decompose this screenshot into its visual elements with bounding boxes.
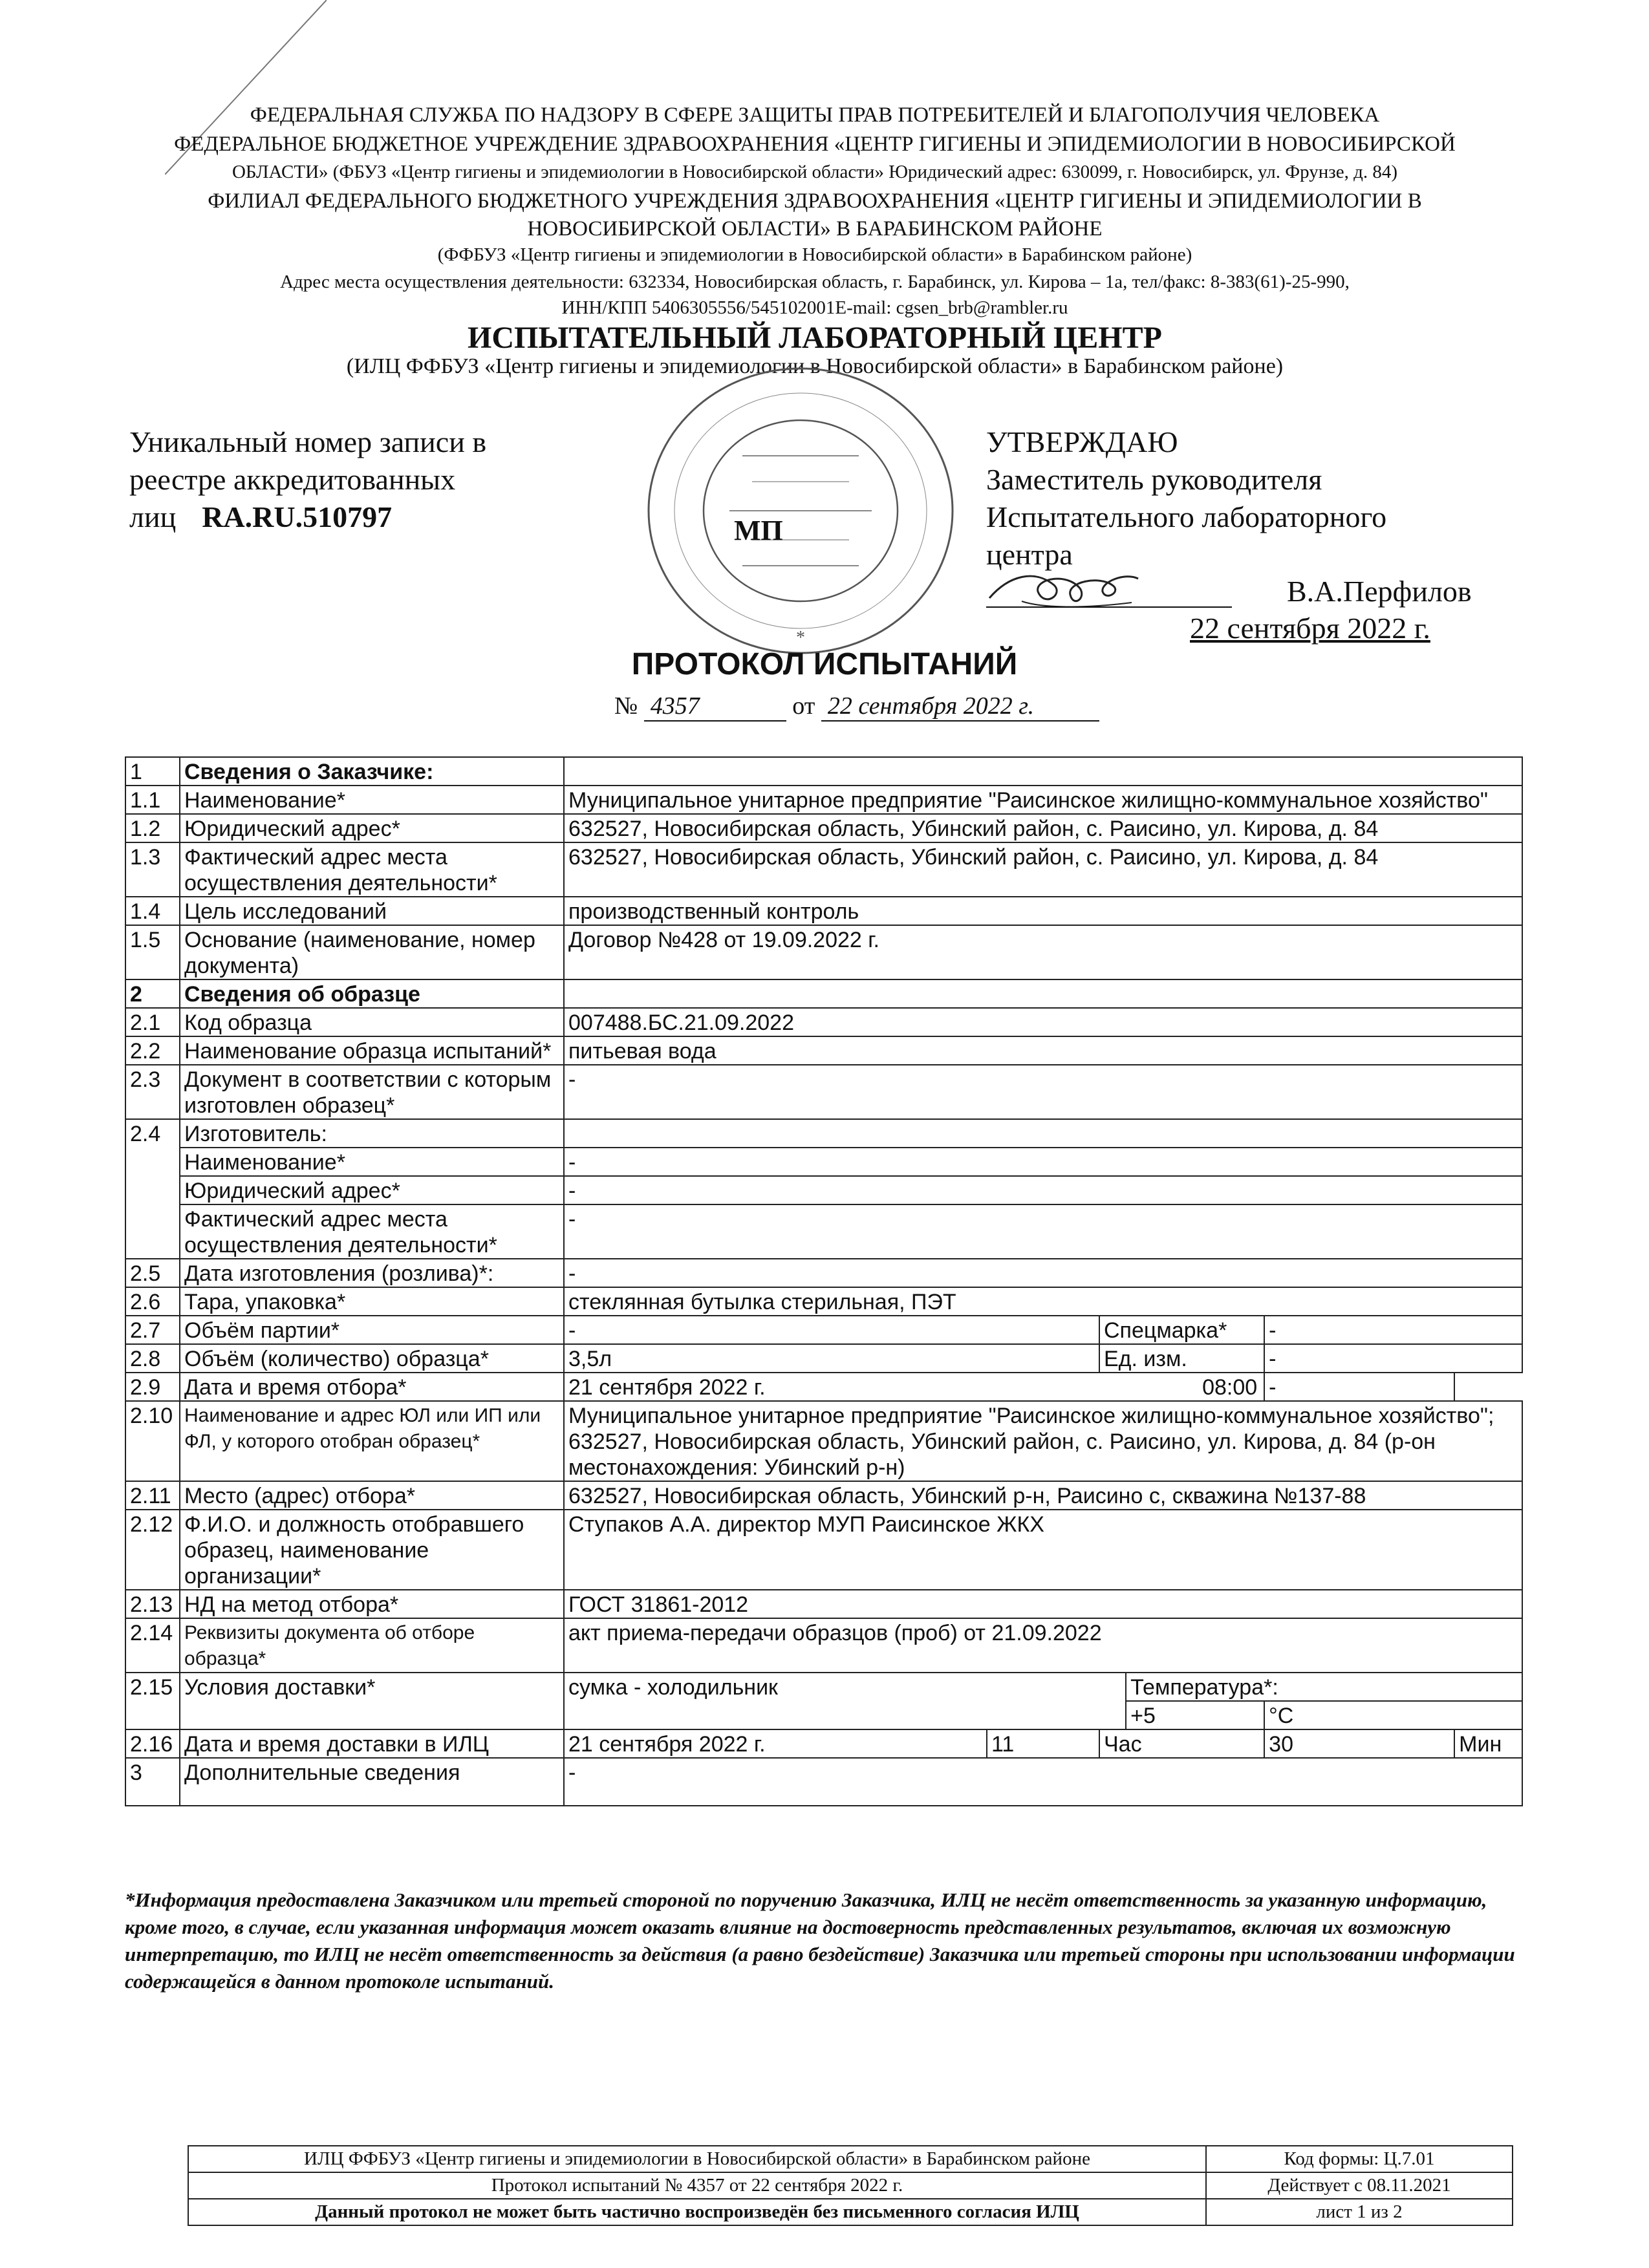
signature-line — [986, 606, 1232, 608]
handwritten-signature — [983, 562, 1145, 621]
table-row: 2.10 Наименование и адрес ЮЛ или ИП или ФЛ, у которого отобран образец* Муниципальное унитарное предприятие "Раисинское жилищно-коммунальное хозяйство"; 632527, Новосибирская область, Убинский район, с. Раисино, ул. Кирова, д. 84 (р-он местонахождения: Убинский р-н) — [125, 1401, 1522, 1481]
approval-date: 22 сентября 2022 г. — [1190, 612, 1430, 645]
header-inn-email: ИНН/КПП 5406305556/545102001E-mail: cgsen_brb@rambler.ru — [561, 297, 1068, 318]
table-row: Наименование* - — [125, 1148, 1522, 1176]
table-row: 1.1 Наименование* Муниципальное унитарное предприятие "Раисинское жилищно-коммунальное хозяйство" — [125, 786, 1522, 814]
registry-line-1: Уникальный номер записи в — [129, 425, 487, 458]
table-row: 1.2 Юридический адрес* 632527, Новосибирская область, Убинский район, с. Раисино, ул. Кирова, д. 84 — [125, 814, 1522, 842]
lab-center-subtitle: (ИЛЦ ФФБУЗ «Центр гигиены и эпидемиологии в Новосибирской области» в Барабинском районе) — [346, 354, 1284, 378]
table-row: 2.8 Объём (количество) образца* 3,5л Ед. изм. - — [125, 1344, 1522, 1373]
header-agency: ФЕДЕРАЛЬНАЯ СЛУЖБА ПО НАДЗОРУ В СФЕРЕ ЗАЩИТЫ ПРАВ ПОТРЕБИТЕЛЕЙ И БЛАГОПОЛУЧИЯ ЧЕЛОВЕКА — [250, 103, 1380, 127]
table-row: Юридический адрес* - — [125, 1176, 1522, 1204]
approval-line-1: Заместитель руководителя — [986, 463, 1322, 496]
table-row: 2.14 Реквизиты документа об отборе образца* акт приема-передачи образцов (проб) от 21.09.2022 — [125, 1618, 1522, 1673]
table-row: Фактический адрес места осуществления деятельности* - — [125, 1204, 1522, 1259]
protocol-table — [125, 756, 1523, 1806]
protocol-date: 22 сентября 2022 г. — [821, 692, 1099, 722]
table-row: 2.9 Дата и время отбора* 21 сентября 2022 г. 08:00 - — [125, 1373, 1522, 1401]
header-branch: ФИЛИАЛ ФЕДЕРАЛЬНОГО БЮДЖЕТНОГО УЧРЕЖДЕНИЯ ЗДРАВООХРАНЕНИЯ «ЦЕНТР ГИГИЕНЫ И ЭПИДЕМИОЛОГИИ В — [208, 189, 1422, 213]
table-row: 2.5 Дата изготовления (розлива)*: - — [125, 1259, 1522, 1287]
protocol-number: 4357 — [644, 692, 786, 722]
protocol-from-label: от — [792, 692, 815, 720]
footer-protocol-ref: Протокол испытаний № 4357 от 22 сентября 2022 г. — [188, 2172, 1206, 2199]
header-institution: ФЕДЕРАЛЬНОЕ БЮДЖЕТНОЕ УЧРЕЖДЕНИЕ ЗДРАВООХРАНЕНИЯ «ЦЕНТР ГИГИЕНЫ И ЭПИДЕМИОЛОГИИ В НОВОСИБИРСКОЙ — [174, 133, 1456, 156]
table-row: 2.13 НД на метод отбора* ГОСТ 31861-2012 — [125, 1590, 1522, 1618]
sampling-time: 08:00 — [1202, 1375, 1258, 1400]
footer-form-code: Код формы: Ц.7.01 — [1206, 2146, 1513, 2172]
table-row: 2.7 Объём партии* - Спецмарка* - — [125, 1316, 1522, 1344]
table-row: 2.4 Изготовитель: — [125, 1119, 1522, 1148]
page-footer — [188, 2145, 1513, 2226]
header-branch-2: НОВОСИБИРСКОЙ ОБЛАСТИ» В БАРАБИНСКОМ РАЙОНЕ — [527, 217, 1103, 241]
table-row: 2.3 Документ в соответствии с которым изготовлен образец* - — [125, 1065, 1522, 1119]
footer-sheet: лист 1 из 2 — [1206, 2199, 1513, 2225]
table-row: 2.2 Наименование образца испытаний* питьевая вода — [125, 1036, 1522, 1065]
table-row: +5 °C — [125, 1701, 1522, 1729]
table-row: 2.1 Код образца 007488.БС.21.09.2022 — [125, 1008, 1522, 1036]
protocol-title: ПРОТОКОЛ ИСПЫТАНИЙ — [631, 647, 1018, 681]
svg-text:*: * — [796, 628, 805, 648]
header-branch-short: (ФФБУЗ «Центр гигиены и эпидемиологии в Новосибирской области» в Барабинском районе) — [437, 244, 1192, 265]
protocol-number-line — [614, 692, 1099, 722]
table-row: 2.16 Дата и время доставки в ИЛЦ 21 сентября 2022 г. 11 Час 30 Мин — [125, 1729, 1522, 1758]
table-row: 2 Сведения об образце — [125, 979, 1522, 1008]
table-row: 2.6 Тара, упаковка* стеклянная бутылка стерильная, ПЭТ — [125, 1287, 1522, 1316]
header-institution-short: ОБЛАСТИ» (ФБУЗ «Центр гигиены и эпидемиологии в Новосибирской области» Юридический адрес: 630099, г. Новосибирск, ул. Фрунзе, д. 84) — [232, 162, 1398, 182]
approver-name: В.А.Перфилов — [1287, 575, 1472, 608]
footer-org: ИЛЦ ФФБУЗ «Центр гигиены и эпидемиологии в Новосибирской области» в Барабинском районе — [188, 2146, 1206, 2172]
table-row: 2.12 Ф.И.О. и должность отобравшего образец, наименование организации* Ступаков А.А. директор МУП Раисинское ЖКХ — [125, 1510, 1522, 1590]
approval-line-3: центра — [986, 538, 1073, 571]
table-row: 3 Дополнительные сведения - — [125, 1758, 1522, 1806]
registry-block — [129, 423, 486, 536]
table-row: 1.4 Цель исследований производственный контроль — [125, 897, 1522, 925]
table-row: 1.5 Основание (наименование, номер документа) Договор №428 от 19.09.2022 г. — [125, 925, 1522, 979]
table-row: 2.15 Условия доставки* сумка - холодильник Температура*: — [125, 1673, 1522, 1701]
registry-line-3: лиц — [129, 500, 177, 533]
header-address: Адрес места осуществления деятельности: 632334, Новосибирская область, г. Барабинск, ул. Кирова – 1а, тел/факс: 8-383(61)-25-990, — [280, 272, 1350, 292]
table-row: 1 Сведения о Заказчике: — [125, 757, 1522, 786]
table-row: 1.3 Фактический адрес места осуществления деятельности* 632527, Новосибирская область, Убинский район, с. Раисино, ул. Кирова, д. 84 — [125, 842, 1522, 897]
sampling-date: 21 сентября 2022 г. — [568, 1375, 766, 1400]
footer-valid-from: Действует с 08.11.2021 — [1206, 2172, 1513, 2199]
registry-line-2: реестре аккредитованных — [129, 463, 456, 496]
registry-number: RA.RU.510797 — [202, 500, 393, 533]
disclaimer-footnote: *Информация предоставлена Заказчиком или третьей стороной по поручению Заказчика, ИЛЦ не несёт ответственность за указанную информацию, кроме того, в случае, если указанная информация может оказать влияние на достоверность представленных результатов, включая их возможную интерпретацию, то ИЛЦ не несёт ответственность за действия (а равно бездействие) Заказчика или третьей стороны при использовании информации содержащейся в данном протоколе испытаний. — [125, 1888, 1515, 1993]
round-seal-stamp — [639, 359, 962, 663]
seal-mp-mark: МП — [734, 515, 783, 546]
approval-title: УТВЕРЖДАЮ — [986, 425, 1178, 458]
table-row: 2.11 Место (адрес) отбора* 632527, Новосибирская область, Убинский р-н, Раисино с, скважина №137-88 — [125, 1481, 1522, 1510]
approval-line-2: Испытательного лабораторного — [986, 500, 1387, 533]
protocol-num-label: № — [614, 692, 638, 720]
lab-center-title: ИСПЫТАТЕЛЬНЫЙ ЛАБОРАТОРНЫЙ ЦЕНТР — [468, 321, 1162, 355]
footer-notice: Данный протокол не может быть частично воспроизведён без письменного согласия ИЛЦ — [188, 2199, 1206, 2225]
approval-block — [986, 423, 1478, 573]
